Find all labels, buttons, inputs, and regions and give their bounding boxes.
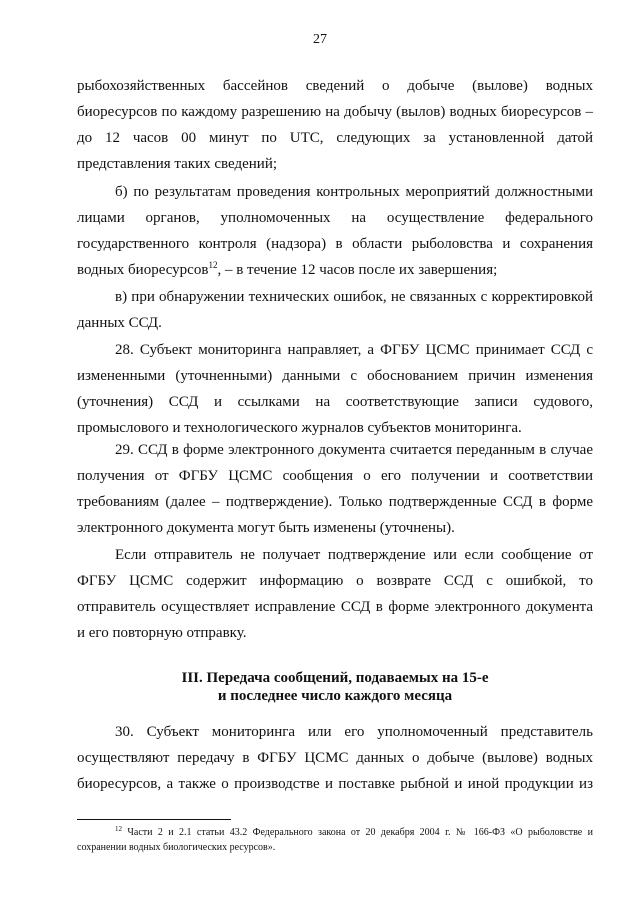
paragraph-line: получения от ФГБУ ЦСМС сообщения о его получении и соответствии [77,468,593,484]
page-number: 27 [313,32,327,47]
paragraph-line: требованиям (далее – подтверждение). Только подтвержденные ССД в форме [77,494,593,510]
paragraph-line: промыслового и технологического журналов субъектов мониторинга. [77,420,522,436]
footnote-line: сохранении водных биологических ресурсов». [77,842,276,853]
paragraph-line: биоресурсов, а также о производстве и поставке рыбной и иной продукции из [77,776,593,792]
section-heading-line-1: III. Передача сообщений, подаваемых на 15-е [181,670,489,686]
paragraph-line: 28. Субъект мониторинга направляет, а ФГБУ ЦСМС принимает ССД с [115,342,593,358]
paragraph-line: 30. Субъект мониторинга или его уполномоченный представитель [115,724,593,740]
paragraph-line: в) при обнаружении технических ошибок, не связанных с корректировкой [115,289,593,305]
paragraph-line: государственного контроля (надзора) в области рыболовства и сохранения [77,236,593,252]
paragraph-line: отправитель осуществляет исправление ССД в форме электронного документа [77,599,593,615]
paragraph-line: биоресурсов по каждому разрешению на добычу (вылов) водных биоресурсов – [77,104,593,120]
footnote-divider [77,819,231,820]
paragraph-line: измененными (уточненными) данными с обоснованием причин изменения [77,368,593,384]
paragraph-line: до 12 часов 00 минут по UTC, следующих за установленной датой [77,130,593,146]
paragraph-line: осуществляют передачу в ФГБУ ЦСМС данных о добыче (вылове) водных [77,750,593,766]
paragraph-line: данных ССД. [77,315,162,331]
section-heading-line-2: и последнее число каждого месяца [217,688,453,704]
footnote-reference: 12 [208,260,218,270]
paragraph-line: рыбохозяйственных бассейнов сведений о добыче (вылове) водных [77,78,593,94]
paragraph-line: 29. ССД в форме электронного документа считается переданным в случае [115,442,593,458]
paragraph-text: , – в течение 12 часов после их завершения; [217,262,498,278]
footnote-line [115,826,593,840]
paragraph-line [77,260,593,280]
footnote-marker: 12 [115,825,122,833]
paragraph-line: Если отправитель не получает подтверждение или если сообщение от [115,547,593,563]
paragraph-line: б) по результатам проведения контрольных мероприятий должностными [115,184,593,200]
paragraph-line: лицами органов, уполномоченных на осуществление федерального [77,210,593,226]
paragraph-line: ФГБУ ЦСМС содержит информацию о возврате ССД с ошибкой, то [77,573,593,589]
paragraph-line: представления таких сведений; [77,156,278,172]
footnote-ref-text: водных биоресурсов [77,262,209,278]
paragraph-line: (уточнения) ССД и ссылками на соответствующие записи судового, [77,394,593,410]
footnote-text: Части 2 и 2.1 статьи 43.2 Федерального закона от 20 декабря 2004 г. № 166-ФЗ «О рыболовстве и [122,827,593,838]
paragraph-line: и его повторную отправку. [77,625,247,641]
paragraph-line: электронного документа могут быть изменены (уточнены). [77,520,455,536]
